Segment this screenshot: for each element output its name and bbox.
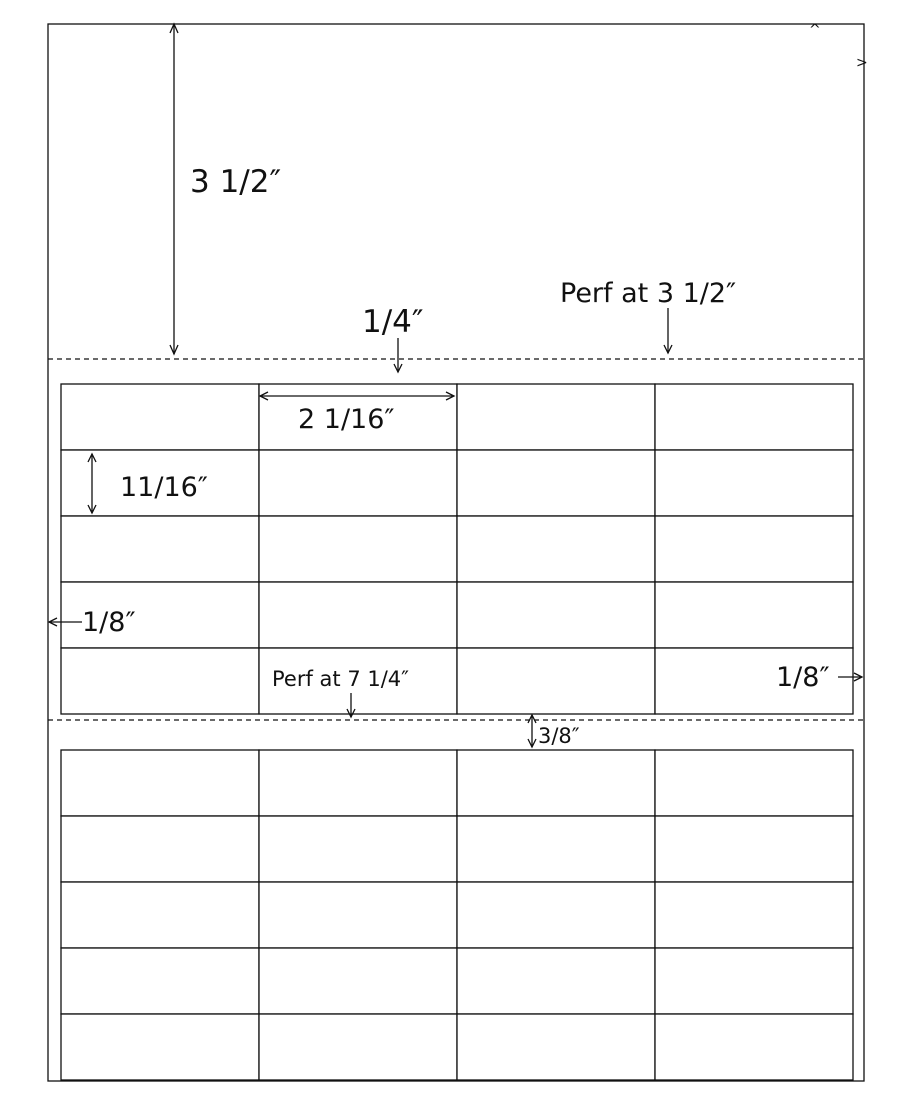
label-block-lower bbox=[61, 750, 853, 1080]
label-cell bbox=[655, 450, 853, 516]
top-gap-arrow bbox=[394, 338, 402, 372]
label-cell bbox=[457, 516, 655, 582]
label-cell bbox=[457, 1014, 655, 1080]
label-cell bbox=[61, 384, 259, 450]
label-cell bbox=[655, 582, 853, 648]
label-cell bbox=[259, 1014, 457, 1080]
label-cell bbox=[655, 384, 853, 450]
label-cell bbox=[61, 750, 259, 816]
perf-middle-label: Perf at 7 1/4″ bbox=[272, 667, 409, 691]
label-cell bbox=[655, 816, 853, 882]
label-cell bbox=[61, 816, 259, 882]
label-width-label: 2 1/16″ bbox=[298, 404, 395, 435]
top-section-height-arrow bbox=[170, 24, 178, 354]
label-cell bbox=[655, 750, 853, 816]
label-cell bbox=[61, 882, 259, 948]
label-cell bbox=[259, 450, 457, 516]
gap-between-blocks-arrow bbox=[528, 715, 536, 747]
label-cell bbox=[457, 882, 655, 948]
label-cell bbox=[457, 648, 655, 714]
label-cell bbox=[655, 1014, 853, 1080]
label-cell bbox=[259, 750, 457, 816]
gap-between-blocks-label: 3/8″ bbox=[538, 724, 580, 748]
label-cell bbox=[457, 750, 655, 816]
label-cell bbox=[655, 882, 853, 948]
perf-top-arrow bbox=[664, 308, 672, 353]
label-cell bbox=[259, 516, 457, 582]
perf-top-label: Perf at 3 1/2″ bbox=[560, 278, 737, 309]
label-cell bbox=[61, 648, 259, 714]
corner-mark-right: > bbox=[856, 55, 868, 71]
label-cell bbox=[655, 516, 853, 582]
label-cell bbox=[61, 516, 259, 582]
left-margin-label: 1/8″ bbox=[82, 607, 136, 638]
label-cell bbox=[457, 450, 655, 516]
label-cell bbox=[61, 1014, 259, 1080]
label-cell bbox=[259, 882, 457, 948]
label-cell bbox=[457, 816, 655, 882]
top-section-height-label: 3 1/2″ bbox=[190, 164, 282, 200]
label-height-label: 11/16″ bbox=[120, 472, 208, 503]
top-gap-label: 1/4″ bbox=[362, 304, 424, 340]
label-cell bbox=[61, 948, 259, 1014]
label-cell bbox=[259, 582, 457, 648]
label-cell bbox=[655, 948, 853, 1014]
corner-mark-top: ^ bbox=[809, 22, 821, 38]
label-cell bbox=[457, 948, 655, 1014]
label-cell bbox=[457, 384, 655, 450]
label-cell bbox=[259, 816, 457, 882]
right-margin-label: 1/8″ bbox=[776, 662, 830, 693]
label-cell bbox=[457, 582, 655, 648]
label-cell bbox=[259, 948, 457, 1014]
label-block-upper bbox=[61, 384, 853, 714]
